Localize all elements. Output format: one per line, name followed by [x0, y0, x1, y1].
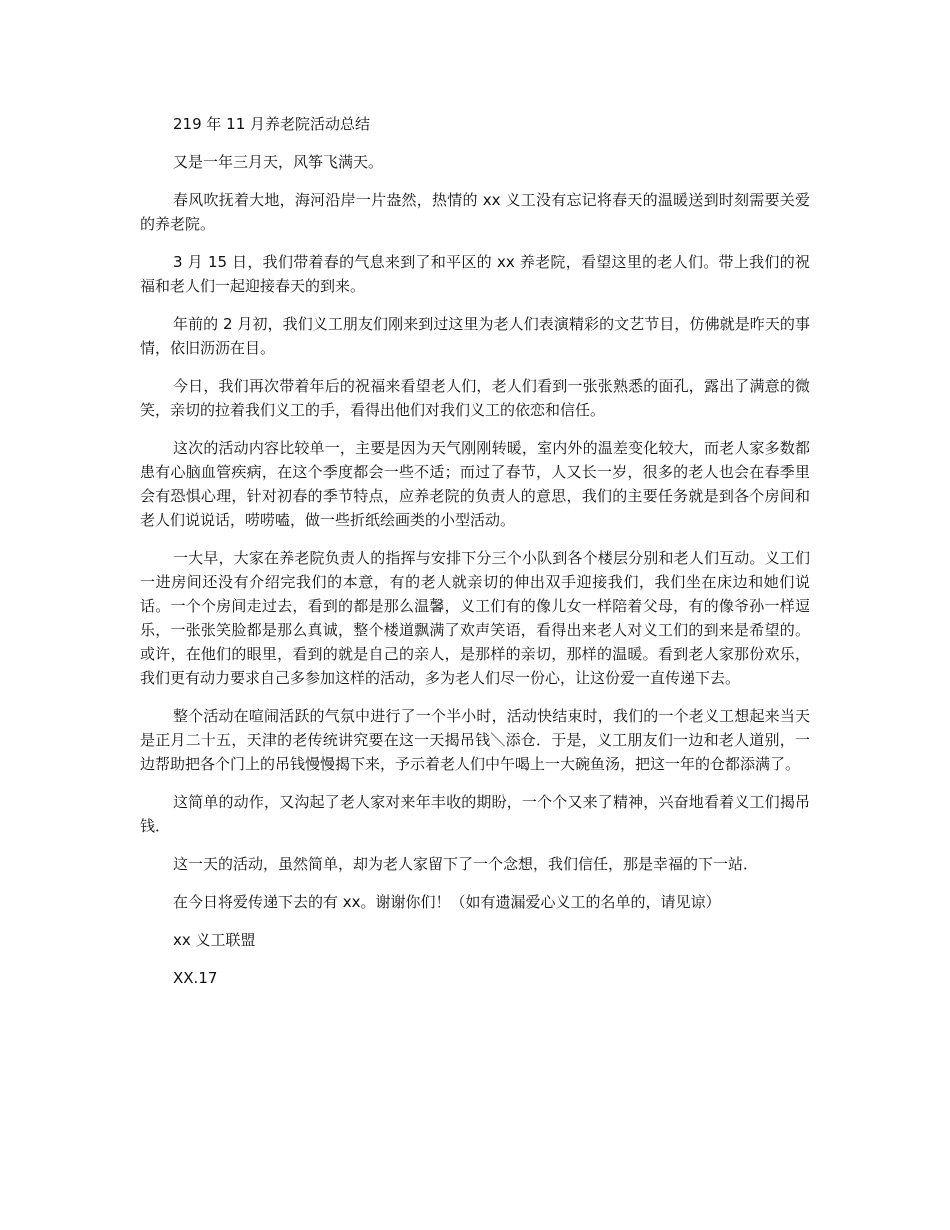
document-title: 219 年 11 月养老院活动总结: [173, 115, 371, 133]
paragraph: 一大早，大家在养老院负责人的指挥与安排下分三个小队到各个楼层分别和老人们互动。义工们一进房间还没有介绍完我们的本意，有的老人就亲切的伸出双手迎接我们，我们坐在床边和她们说话。一个个房间走过去，看到的都是那么温馨，义工们有的像儿女一样陪着父母，有的像爷孙一样逗乐，一张张笑脸都是那么真诚，整个楼道飘满了欢声笑语，看得出来老人对义工们的到来是希望的。或许，在他们的眼里，看到的就是自己的亲人，是那样的亲切，那样的温暖。看到老人家那份欢乐，我们更有动力要求自己多参加这样的活动，多为老人们尽一份心，让这份爱一直传递下去。: [140, 549, 810, 687]
paragraph: 3 月 15 日，我们带着春的气息来到了和平区的 xx 养老院，看望这里的老人们。带上我们的祝福和老人们一起迎接春天的到来。: [140, 253, 810, 295]
signature-organization: xx 义工联盟: [173, 931, 256, 949]
signature-date: XX.17: [173, 969, 218, 987]
paragraph: 在今日将爱传递下去的有 xx。谢谢你们！（如有遗漏爱心义工的名单的，请见谅）: [173, 893, 721, 911]
paragraph: 这一天的活动，虽然简单，却为老人家留下了一个念想，我们信任，那是幸福的下一站．: [173, 855, 759, 873]
paragraph: 年前的 2 月初，我们义工朋友们刚来到过这里为老人们表演精彩的文艺节目，仿佛就是昨天的事情，依旧沥沥在目。: [140, 315, 810, 357]
paragraph: 春风吹抚着大地，海河沿岸一片盎然，热情的 xx 义工没有忘记将春天的温暖送到时刻需要关爱的养老院。: [140, 191, 810, 233]
document-body: [140, 112, 810, 1004]
paragraph: 今日，我们再次带着年后的祝福来看望老人们，老人们看到一张张熟悉的面孔，露出了满意的微笑，亲切的拉着我们义工的手，看得出他们对我们义工的依恋和信任。: [140, 377, 810, 419]
paragraph: 整个活动在喧闹活跃的气氛中进行了一个半小时，活动快结束时，我们的一个老义工想起来当天是正月二十五，天津的老传统讲究要在这一天揭吊钱＼添仓．于是，义工朋友们一边和老人道别，一边帮助把各个门上的吊钱慢慢揭下来，予示着老人们中午喝上一大碗鱼汤，把这一年的仓都添满了。: [140, 707, 810, 773]
paragraph: 这次的活动内容比较单一，主要是因为天气刚刚转暖，室内外的温差变化较大，而老人家多数都患有心脑血管疾病，在这个季度都会一些不适；而过了春节，人又长一岁，很多的老人也会在春季里会有恐惧心理，针对初春的季节特点，应养老院的负责人的意思，我们的主要任务就是到各个房间和老人们说说话，唠唠嗑，做一些折纸绘画类的小型活动。: [140, 439, 810, 529]
paragraph: 又是一年三月天，风筝飞满天。: [173, 153, 384, 171]
paragraph: 这简单的动作，又沟起了老人家对来年丰收的期盼，一个个又来了精神，兴奋地看着义工们揭吊钱．: [140, 793, 810, 835]
